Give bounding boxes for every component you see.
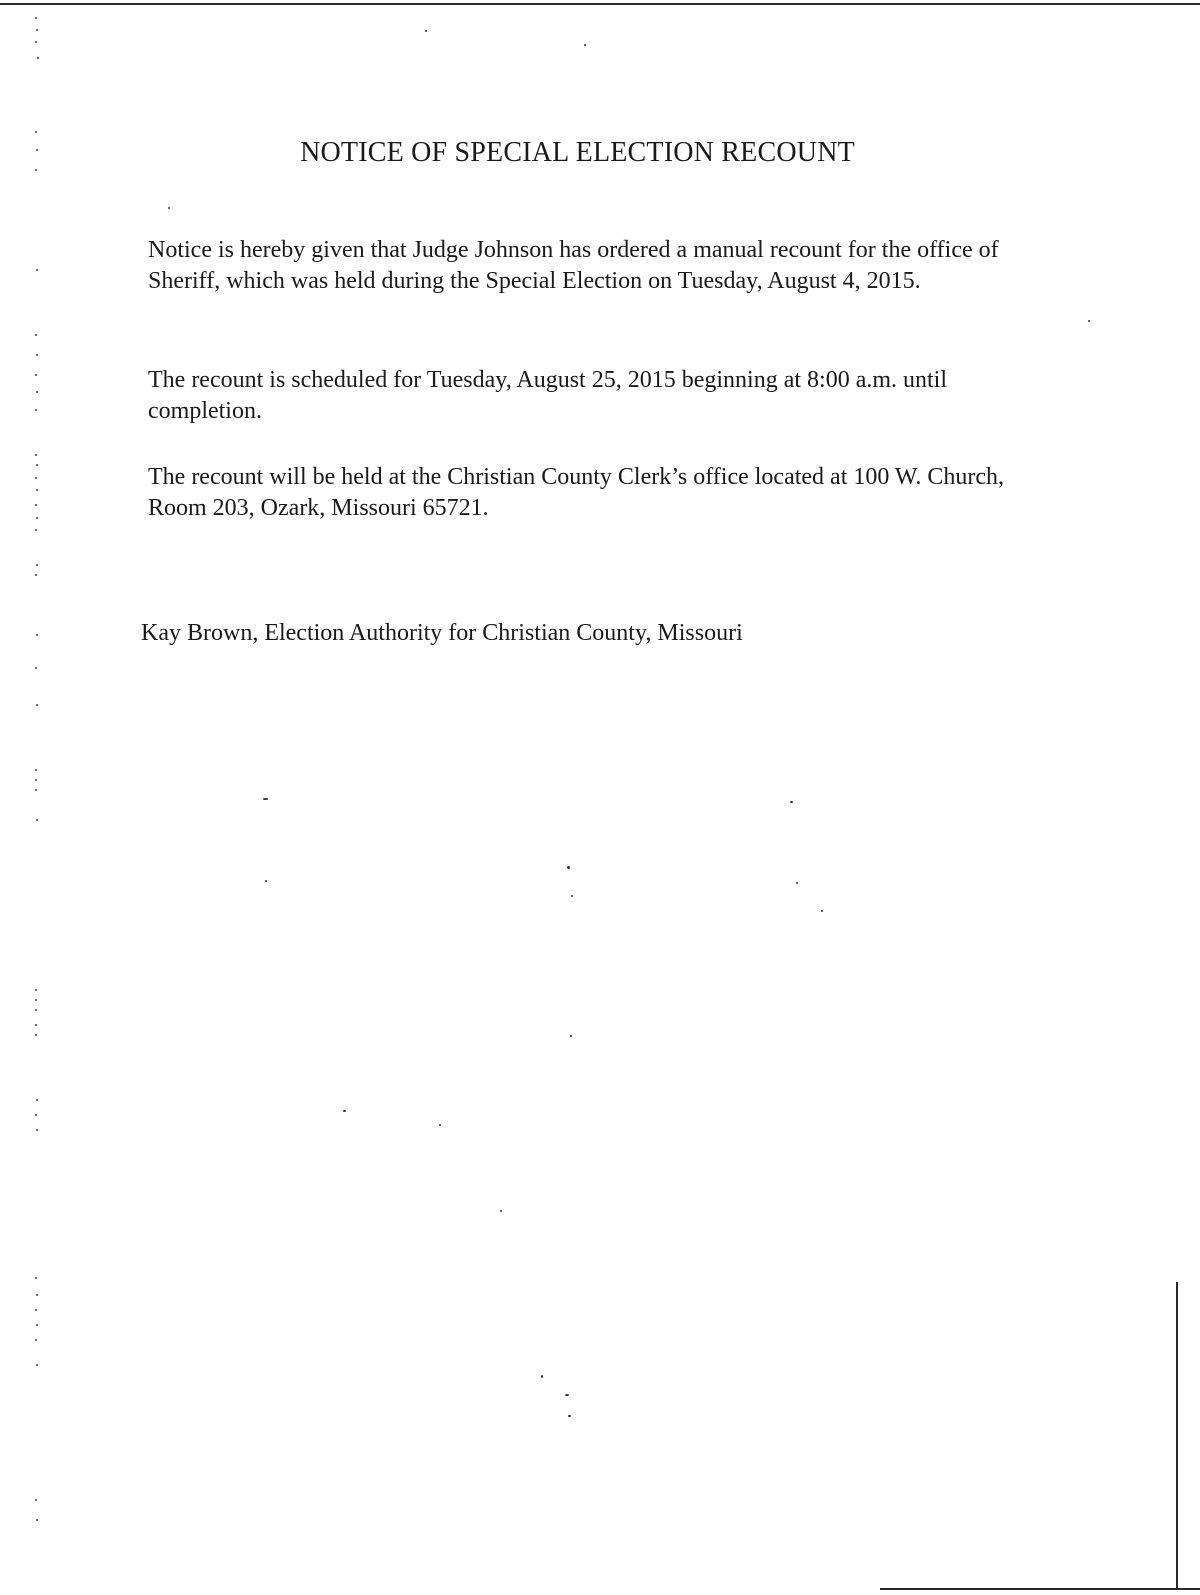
notice-title: NOTICE OF SPECIAL ELECTION RECOUNT — [300, 137, 855, 168]
scan-speck — [1088, 320, 1090, 322]
scan-speck — [568, 1415, 571, 1417]
scan-speck — [567, 866, 570, 869]
scan-speck — [425, 30, 427, 32]
scan-speck — [168, 207, 170, 209]
scan-speck — [500, 1210, 502, 1212]
scan-speck — [263, 798, 268, 800]
scan-speck — [584, 44, 586, 46]
scan-speck — [821, 910, 823, 912]
scan-speck — [570, 1035, 572, 1037]
scan-speck — [343, 1110, 346, 1112]
scan-speck — [565, 1394, 569, 1396]
scan-speck — [571, 895, 573, 897]
scan-speck — [439, 1124, 441, 1126]
scan-edge-top — [0, 3, 1200, 5]
scan-speck — [796, 882, 798, 884]
notice-paragraph-schedule: The recount is scheduled for Tuesday, August 25, 2015 beginning at 8:00 a.m. until completion. — [148, 367, 948, 424]
scan-speck — [265, 880, 267, 882]
notice-paragraph-recount-order: Notice is hereby given that Judge Johnson has ordered a manual recount for the office of Sheriff, which was held during the Special Election on Tuesday, August 4, 2015. — [148, 237, 999, 294]
scan-edge-bottom — [880, 1588, 1200, 1590]
scan-speck — [790, 801, 793, 803]
scan-edge-right — [1176, 1282, 1178, 1588]
scan-speckle-margin — [32, 0, 44, 1595]
scan-speck — [541, 1375, 543, 1378]
notice-signature: Kay Brown, Election Authority for Christian County, Missouri — [141, 620, 743, 646]
notice-paragraph-location: The recount will be held at the Christian County Clerk’s office located at 100 W. Church, Room 203, Ozark, Missouri 65721. — [148, 464, 1005, 521]
